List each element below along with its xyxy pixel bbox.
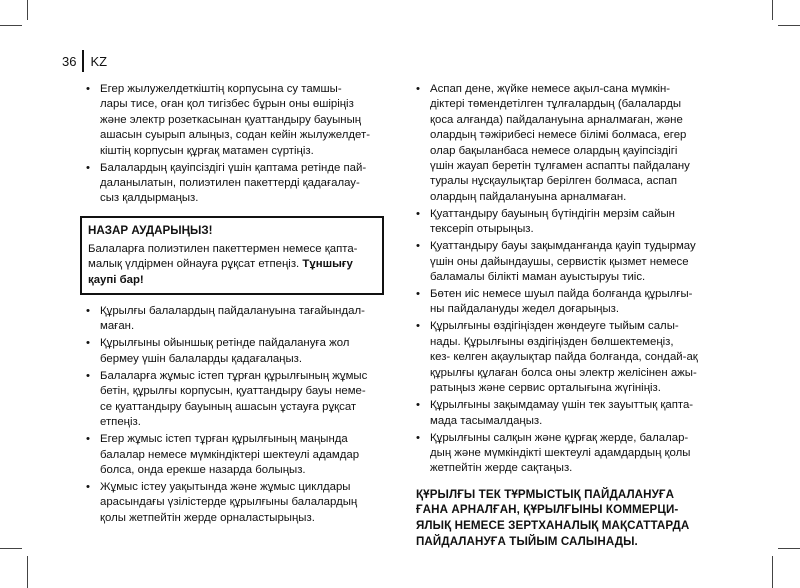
header-divider (82, 50, 84, 72)
crop-mark-bottom-right-h (778, 548, 800, 549)
bullet-list-top (86, 82, 386, 207)
warning-body: Балаларға полиэтилен пакеттермен немесе қапта- малық үлдірмен ойнауға рұқсат етпеңіз. (88, 242, 358, 271)
list-item: • Құрылғы балалардың пайдалануына тағайындал- маған. (86, 304, 386, 335)
page-number: 36 (62, 53, 77, 69)
crop-mark-top-right-v (772, 0, 773, 20)
list-item: • Құрылғыны салқын және құрғақ жерде, балалар- дың және мүмкіндікті шектеулі адамдардың қолы жетпейтін жерде сақтаңыз. (416, 431, 716, 477)
warning-text (88, 242, 376, 288)
left-column (86, 82, 386, 528)
list-item: • Балаларға жұмыс істеп тұрған құрылғының жұмыс бетін, құрылғы корпусын, қуаттандыру бауы неме- се қуаттандыру бауының ашасын ұстауға рұқсат етпеңіз. (86, 369, 386, 431)
crop-mark-bottom-left-v (27, 556, 28, 588)
list-item: • Жұмыс істеу уақытында және жұмыс циклдары арасындағы үзілістерде құрылғыны балалардың қолы жетпейтін жерде орналастырыңыз. (86, 480, 386, 526)
list-item: • Балалардың қауіпсіздігі үшін қаптама ретінде пай- даланылатын, полиэтилен пакеттерді қадағалау- сыз қалдырмаңыз. (86, 161, 386, 207)
crop-mark-top-right-h (778, 25, 800, 26)
list-item: • Бөтен иіс немесе шуыл пайда болғанда құрылғы- ны пайдалануды жедел доғарыңыз. (416, 287, 716, 318)
household-use-notice: ҚҰРЫЛҒЫ ТЕК ТҰРМЫСТЫҚ ПАЙДАЛАНУҒА ҒАНА АРНАЛҒАН, ҚҰРЫЛҒЫНЫ КОММЕРЦИ- ЯЛЫҚ НЕМЕСЕ ЗЕРТХАНАЛЫҚ МАҚСАТТАРДА ПАЙДАЛАНУҒА ТЫЙЫМ САЛЫНАДЫ. (416, 487, 690, 548)
bullet-list-bottom (86, 304, 386, 526)
list-item: • Қуаттандыру бауының бүтіндігін мерзім сайын тексеріп отырыңыз. (416, 207, 716, 238)
list-item: • Құрылғыны өздігіңізден жөндеуге тыйым салы- нады. Құрылғыны өздігіңізден бөлшектемеңіз, кез- келген ақаулықтар пайда болғанда, сондай-ақ құрылғы құлаған болса оны электр желісінен ажы- ратыңыз және сервис орталығына жүгініңіз. (416, 319, 716, 396)
language-code: KZ (90, 53, 108, 69)
crop-mark-top-left-v (27, 0, 28, 20)
crop-mark-top-left-h (0, 25, 22, 26)
warning-box (80, 216, 384, 295)
list-item: • Егер жылужелдеткіштің корпусына су тамшы- лары тисе, оған қол тигізбес бұрын оны өшіріңіз және электр розеткасынан қуаттандыру бауының ашасын суырып алыңыз, содан кейін жылужелдет- кіштің корпусын құрғақ матамен сүртіңіз. (86, 82, 386, 159)
list-item: • Егер жұмыс істеп тұрған құрылғының маңында балалар немесе мүмкіндіктері шектеулі адамдар болса, онда ерекше назарда болыңыз. (86, 432, 386, 478)
warning-title: НАЗАР АУДАРЫҢЫЗ! (88, 223, 213, 237)
list-item: • Құрылғыны зақымдамау үшін тек зауыттық қапта- мада тасымалдаңыз. (416, 398, 716, 429)
crop-mark-bottom-right-v (772, 556, 773, 588)
warning-emphasis: Тұншығу қаупі бар! (88, 258, 353, 286)
right-column (416, 82, 716, 549)
crop-mark-bottom-left-h (0, 548, 22, 549)
list-item: • Қуаттандыру бауы зақымданғанда қауіп тудырмау үшін оны дайындаушы, сервистік қызмет немесе баламалы білікті маман ауыстыруы тиіс. (416, 239, 716, 285)
bullet-list-right (416, 82, 716, 477)
list-item: • Аспап дене, жүйке немесе ақыл-сана мүмкін- діктері төмендетілген тұлғалардың (балаларды қоса алғанда) пайдалануына арналмаған, және олардың тәжірибесі немесе білімі болмаса, егер олар бақыланбаса немесе олардың қауіпсіздігі үшін жауап беретін тұлғамен аспапты пайдалану туралы нұсқаулықтар берілген болмаса, аспап олардың пайдалануына арналмаған. (416, 82, 716, 205)
list-item: • Құрылғыны ойыншық ретінде пайдалануға жол бермеу үшін балаларды қадағалаңыз. (86, 336, 386, 367)
page-header (62, 50, 107, 72)
